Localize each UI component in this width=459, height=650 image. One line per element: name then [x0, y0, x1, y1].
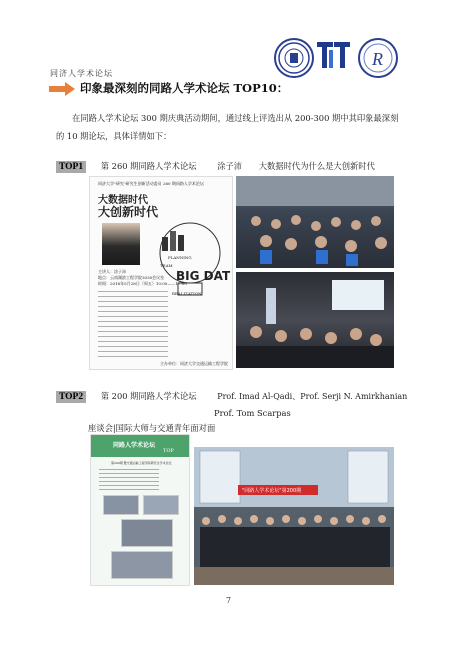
top2-session: 第 200 期同路人学术论坛 [100, 391, 197, 401]
poster2-line1: 第200期 暨交通运输工程学院研究生学术论坛 [111, 461, 172, 465]
poster-speaker: 主讲人：涂子沛 [98, 269, 126, 274]
big-dat: BIG DAT [176, 269, 231, 283]
section-title: 印象最深刻的同路人学术论坛 TOP10： [80, 81, 289, 95]
poster-header: 同济大学"研究"研究生创新活动委员 260 期同路人学术论坛 [98, 181, 204, 186]
poster2-thumb-3 [121, 519, 173, 547]
poster-footer: 主办单位：同济大学交通运输工程学院 [160, 361, 228, 366]
poster-time: 时间：2016年5月28日（周五）10:00——17:00 [98, 281, 187, 286]
poster-body-text [98, 291, 168, 357]
arrow-icon [49, 81, 75, 95]
university-seal-logo [274, 38, 314, 78]
word-team: TEAM [160, 263, 173, 268]
tj-transport-logo [316, 40, 354, 72]
top2-topic: 座谈会|国际大师与交通青年面对面 [88, 423, 216, 433]
svg-text:R: R [372, 49, 383, 69]
top1-line [56, 160, 375, 172]
poster2-thumb-4 [111, 551, 173, 579]
top2-poster [90, 434, 190, 586]
top1-speaker: 涂子沛 [217, 161, 243, 171]
forum-logo [358, 38, 398, 78]
word-planning: PLANNING [168, 255, 192, 260]
top2-speaker: Prof. Imad Al-Qadi、Prof. Serji N. Amirkhanian [217, 392, 408, 401]
banner-text: "同路人学术论坛"第200期 [242, 488, 302, 494]
speaker-photo [102, 223, 140, 265]
top2-speaker-2: Prof. Tom Scarpas [214, 408, 291, 418]
poster-title-2: 大创新时代 [98, 205, 159, 219]
poster-venue: 地点：云南湖滨工程学院3030会议室 [98, 275, 165, 280]
top1-badge: TOP1 [56, 161, 86, 173]
top2-group-photo [194, 447, 394, 585]
page-number: 7 [226, 596, 232, 605]
poster2-header: 同路人学术论坛 [113, 442, 156, 449]
running-head: 同济人学术论坛 [50, 69, 113, 78]
poster-title-1: 大数据时代 [98, 195, 148, 206]
top1-topic: 大数据时代为什么是大创新时代 [258, 161, 375, 171]
poster2-thumb-2 [143, 495, 179, 515]
word-realization: REALIZATION [172, 291, 202, 296]
top2-badge: TOP2 [56, 391, 86, 403]
top1-session: 第 260 期同路人学术论坛 [100, 161, 197, 171]
top1-poster [89, 176, 233, 370]
intro-paragraph: 在同路人学术论坛 300 期庆典活动期间，通过线上评选出从 200-300 期中其印象最深刻的 10 期论坛，具体详情如下： [56, 113, 399, 141]
top1-hall-photo [236, 272, 394, 368]
top2-line [56, 390, 407, 402]
poster2-thumb-1 [103, 495, 139, 515]
poster2-body-text [99, 469, 159, 491]
poster2-badge: TOP [163, 448, 174, 454]
top1-audience-photo [236, 176, 394, 268]
